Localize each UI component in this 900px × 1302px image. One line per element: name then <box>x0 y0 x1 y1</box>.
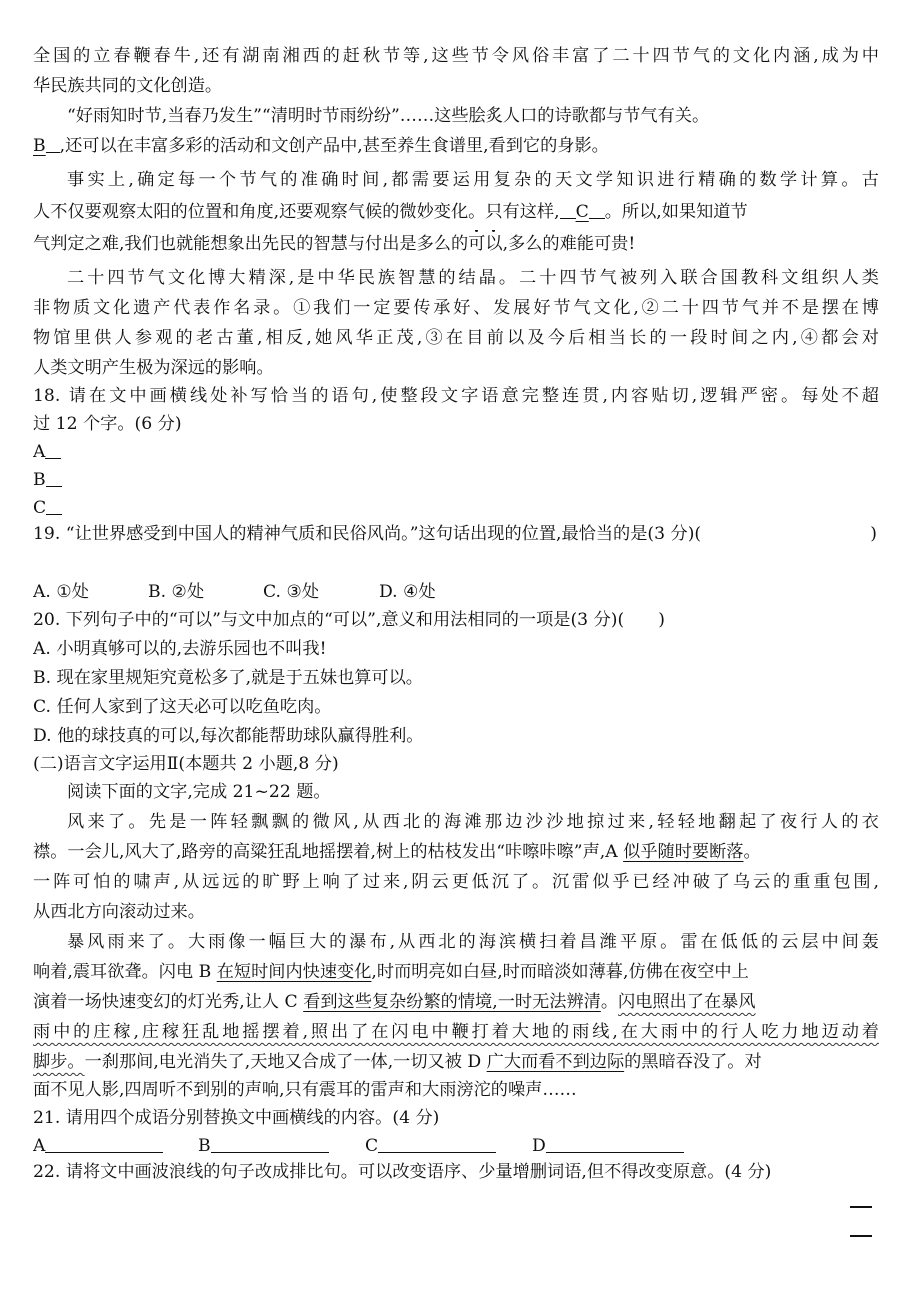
underlined-phrase-b: 在短时间内快速变化 <box>216 962 372 982</box>
blank-b-marker: B <box>33 136 46 156</box>
question-18-stem: 18. 请在文中画横线处补写恰当的语句,使整段文字语意完整连贯,内容贴切,逻辑严密。每处不超 <box>33 386 879 406</box>
paragraph-line: B ,还可以在丰富多彩的活动和文创产品中,甚至养生食谱里,看到它的身影。 <box>33 136 609 156</box>
answer-line[interactable] <box>850 1206 872 1208</box>
paragraph-line: 一阵可怕的啸声,从远远的旷野上响了过来,阴云更低沉了。沉雷似乎已经冲破了乌云的重重包围, <box>33 872 879 892</box>
answer-line-b: B <box>33 466 879 494</box>
section-title: (二)语言文字运用Ⅱ(本题共 2 小题,8 分) <box>33 754 339 774</box>
paragraph-line: 襟。一会儿,风大了,路旁的高粱狂乱地摇摆着,树上的枯枝发出“咔嚓咔嚓”声,A 似乎随时要断落。 <box>33 842 761 862</box>
dotted-char: 可 <box>468 230 485 258</box>
question-21-answers: A B C D <box>33 1132 879 1160</box>
option-d[interactable]: D. ④处 <box>379 582 436 602</box>
question-18-stem: 过 12 个字。(6 分) <box>33 414 182 434</box>
fill-blank-b[interactable] <box>46 134 60 153</box>
wavy-underlined-sentence: 闪电照出了在暴风 <box>618 992 756 1012</box>
paragraph-line: 全国的立春鞭春牛,还有湖南湘西的赶秋节等,这些节令风俗丰富了二十四节气的文化内涵,成为中 <box>33 46 879 66</box>
paragraph-line: 暴风雨来了。大雨像一幅巨大的瀑布,从西北的海滨横扫着昌潍平原。雷在低低的云层中间轰 <box>67 932 879 952</box>
paragraph-line: 脚步。一刹那间,电光消失了,天地又合成了一体,一切又被 D 广大而看不到边际的黑暗吞没了。对 <box>33 1052 762 1072</box>
option-c[interactable]: C. 任何人家到了这天必可以吃鱼吃肉。 <box>33 697 332 717</box>
option-c[interactable]: C. ③处 <box>263 582 320 602</box>
answer-line-c: C <box>33 494 879 522</box>
paragraph-line: 非物质文化遗产代表作名录。①我们一定要传承好、发展好节气文化,②二十四节气并不是摆在博 <box>33 298 879 318</box>
fill-blank-c[interactable] <box>589 200 605 219</box>
answer-line-a: A <box>33 438 879 466</box>
option-a[interactable]: A. 小明真够可以的,去游乐园也不叫我! <box>33 639 327 659</box>
wavy-underlined-sentence: 脚步。 <box>33 1052 85 1072</box>
paragraph-line: 人不仅要观察太阳的位置和角度,还要观察气候的微妙变化。只有这样, C 。所以,如果知道节 <box>33 202 748 222</box>
paragraph-line: 物馆里供人参观的老古董,相反,她风华正茂,③在目前以及今后相当长的一段时间之内,④都会对 <box>33 328 879 348</box>
paragraph-line: 面不见人影,四周听不到别的声响,只有震耳的雷声和大雨滂沱的噪声…… <box>33 1080 577 1100</box>
paragraph-line: 气判定之难,我们也就能想象出先民的智慧与付出是多么的可以,多么的难能可贵! <box>33 230 879 258</box>
question-19-stem: 19. “让世界感受到中国人的精神气质和民俗风尚。”这句话出现的位置,最恰当的是(3 分)( ) <box>33 520 879 548</box>
answer-line[interactable] <box>850 1235 872 1237</box>
paragraph-line: 华民族共同的文化创造。 <box>33 76 223 96</box>
paragraph-line <box>33 1018 879 1046</box>
answer-blank-a[interactable] <box>45 1134 163 1153</box>
answer-blank-b[interactable] <box>46 468 62 487</box>
underlined-phrase-a: 似乎随时要断落 <box>623 842 744 862</box>
paragraph-line: 演着一场快速变幻的灯光秀,让人 C 看到这些复杂纷繁的情境,一时无法辨清。闪电照出了在暴风 <box>33 992 756 1012</box>
paragraph-line: 人类文明产生极为深远的影响。 <box>33 358 274 378</box>
paragraph-line: 从西北方向滚动过来。 <box>33 902 205 922</box>
option-b[interactable]: B. 现在家里规矩究竟松多了,就是于五妹也算可以。 <box>33 668 423 688</box>
answer-blank-b[interactable] <box>211 1134 329 1153</box>
option-d[interactable]: D. 他的球技真的可以,每次都能帮助球队赢得胜利。 <box>33 726 424 746</box>
answer-blank-a[interactable] <box>45 440 61 459</box>
question-22-stem: 22. 请将文中画波浪线的句子改成排比句。可以改变语序、少量增删词语,但不得改变原意。(4 分) <box>33 1162 772 1182</box>
wavy-underlined-sentence: 雨中的庄稼,庄稼狂乱地摇摆着,照出了在闪电中鞭打着大地的雨线,在大雨中的行人吃力地迈动着 <box>33 1022 879 1042</box>
answer-blank-c[interactable] <box>46 496 62 515</box>
paragraph-line: 事实上,确定每一个节气的准确时间,都需要运用复杂的天文学知识进行精确的数学计算。古 <box>67 170 879 190</box>
dotted-char: 以 <box>485 230 502 258</box>
paragraph-line: 响着,震耳欲聋。闪电 B 在短时间内快速变化,时而明亮如白昼,时而暗淡如薄暮,仿佛在夜空中上 <box>33 962 749 982</box>
underlined-phrase-d: 广大而看不到边际 <box>486 1052 625 1072</box>
option-a[interactable]: A. ①处 <box>33 582 89 602</box>
blank-c-marker: C <box>575 202 589 222</box>
question-20-stem: 20. 下列句子中的“可以”与文中加点的“可以”,意义和用法相同的一项是(3 分)( ) <box>33 610 665 630</box>
fill-blank-c[interactable] <box>560 200 576 219</box>
underlined-phrase-c: 看到这些复杂纷繁的情境,一时无法辨清 <box>303 992 601 1012</box>
answer-blank-c[interactable] <box>378 1134 496 1153</box>
option-b[interactable]: B. ②处 <box>148 582 205 602</box>
paragraph-line: 二十四节气文化博大精深,是中华民族智慧的结晶。二十四节气被列入联合国教科文组织人类 <box>67 268 879 288</box>
answer-blank-d[interactable] <box>546 1134 684 1153</box>
answer-paren-close[interactable]: ) <box>870 524 877 544</box>
paragraph-line: 风来了。先是一阵轻飘飘的微风,从西北的海滩那边沙沙地掠过来,轻轻地翻起了夜行人的衣 <box>67 812 879 832</box>
answer-paren-close[interactable]: ) <box>658 610 665 630</box>
question-19-options <box>33 578 879 606</box>
question-21-stem: 21. 请用四个成语分别替换文中画横线的内容。(4 分) <box>33 1108 440 1128</box>
instruction: 阅读下面的文字,完成 21~22 题。 <box>67 782 331 802</box>
paragraph-line: “好雨知时节,当春乃发生”“清明时节雨纷纷”……这些脍炙人口的诗歌都与节气有关。 <box>67 106 710 126</box>
